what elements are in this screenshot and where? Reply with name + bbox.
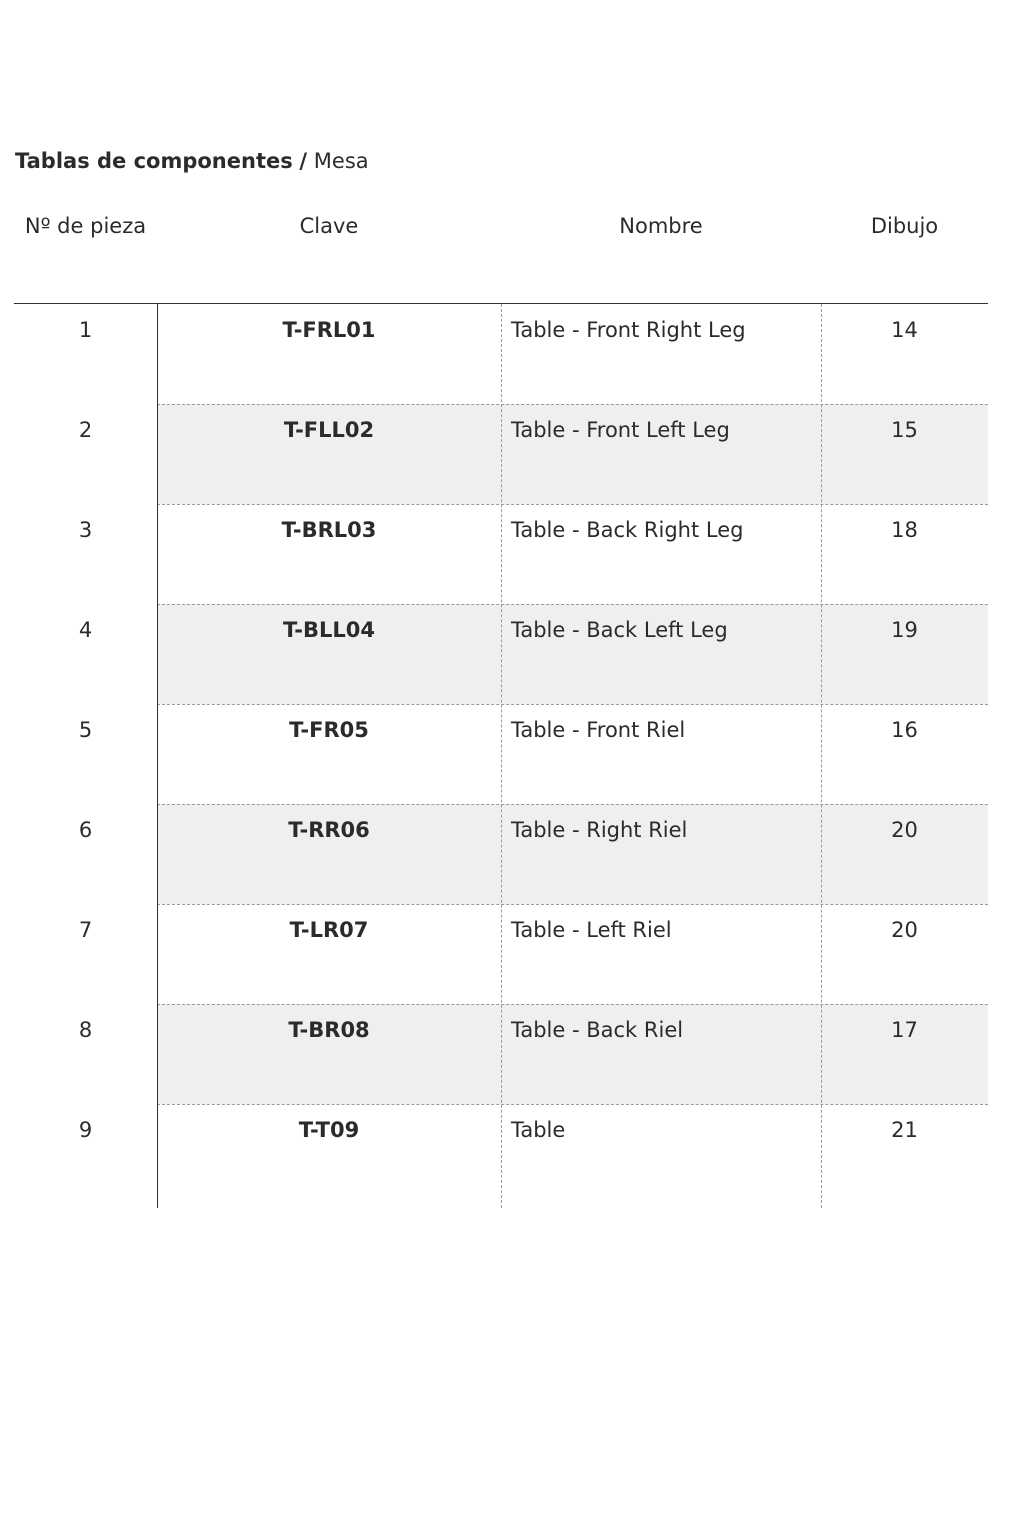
cell-drawing: 14 xyxy=(891,318,918,342)
cell-drawing: 20 xyxy=(891,918,918,942)
cell-name: Table - Back Left Leg xyxy=(511,618,728,642)
cell-drawing: 18 xyxy=(891,518,918,542)
cell-name: Table xyxy=(511,1118,566,1142)
row-separator xyxy=(157,1004,988,1005)
page-title xyxy=(15,146,369,176)
cell-name: Table - Front Right Leg xyxy=(511,318,746,342)
column-header-key: Clave xyxy=(299,214,359,238)
cell-key: T-RR06 xyxy=(288,818,370,842)
cell-key: T-LR07 xyxy=(289,918,369,942)
cell-piece-number: 8 xyxy=(78,1018,93,1042)
row-separator xyxy=(157,404,988,405)
cell-drawing: 17 xyxy=(891,1018,918,1042)
cell-drawing: 19 xyxy=(891,618,918,642)
cell-key: T-FLL02 xyxy=(283,418,375,442)
row-separator xyxy=(157,704,988,705)
row-separator xyxy=(157,604,988,605)
components-table xyxy=(14,303,988,1204)
row-separator xyxy=(157,904,988,905)
cell-drawing: 21 xyxy=(891,1118,918,1142)
cell-name: Table - Back Right Leg xyxy=(511,518,744,542)
cell-name: Table - Back Riel xyxy=(511,1018,684,1042)
column-header-name: Nombre xyxy=(619,214,703,238)
title-separator: / xyxy=(299,149,308,173)
cell-piece-number: 4 xyxy=(78,618,93,642)
cell-key: T-BLL04 xyxy=(283,618,375,642)
column-header-drawing: Dibujo xyxy=(870,214,939,238)
cell-piece-number: 3 xyxy=(78,518,93,542)
cell-piece-number: 2 xyxy=(78,418,93,442)
cell-piece-number: 5 xyxy=(78,718,93,742)
row-separator xyxy=(157,504,988,505)
cell-key: T-BR08 xyxy=(288,1018,370,1042)
column-divider-dashed xyxy=(821,304,822,1208)
title-subtitle: Mesa xyxy=(313,149,369,173)
cell-piece-number: 6 xyxy=(78,818,93,842)
cell-drawing: 20 xyxy=(891,818,918,842)
cell-piece-number: 9 xyxy=(78,1118,93,1142)
column-header-num: Nº de pieza xyxy=(24,214,147,238)
title-main: Tablas de componentes xyxy=(15,149,293,173)
row-separator xyxy=(157,804,988,805)
cell-name: Table - Left Riel xyxy=(511,918,672,942)
cell-name: Table - Front Left Leg xyxy=(511,418,730,442)
cell-drawing: 16 xyxy=(891,718,918,742)
cell-key: T-FR05 xyxy=(289,718,369,742)
cell-name: Table - Front Riel xyxy=(511,718,686,742)
column-divider-solid xyxy=(157,304,158,1208)
cell-name: Table - Right Riel xyxy=(511,818,688,842)
cell-piece-number: 7 xyxy=(78,918,93,942)
cell-piece-number: 1 xyxy=(78,318,93,342)
cell-drawing: 15 xyxy=(891,418,918,442)
row-separator xyxy=(157,1104,988,1105)
cell-key: T-BRL03 xyxy=(281,518,377,542)
cell-key: T-FRL01 xyxy=(282,318,376,342)
column-divider-dashed xyxy=(501,304,502,1208)
cell-key: T-T09 xyxy=(298,1118,360,1142)
